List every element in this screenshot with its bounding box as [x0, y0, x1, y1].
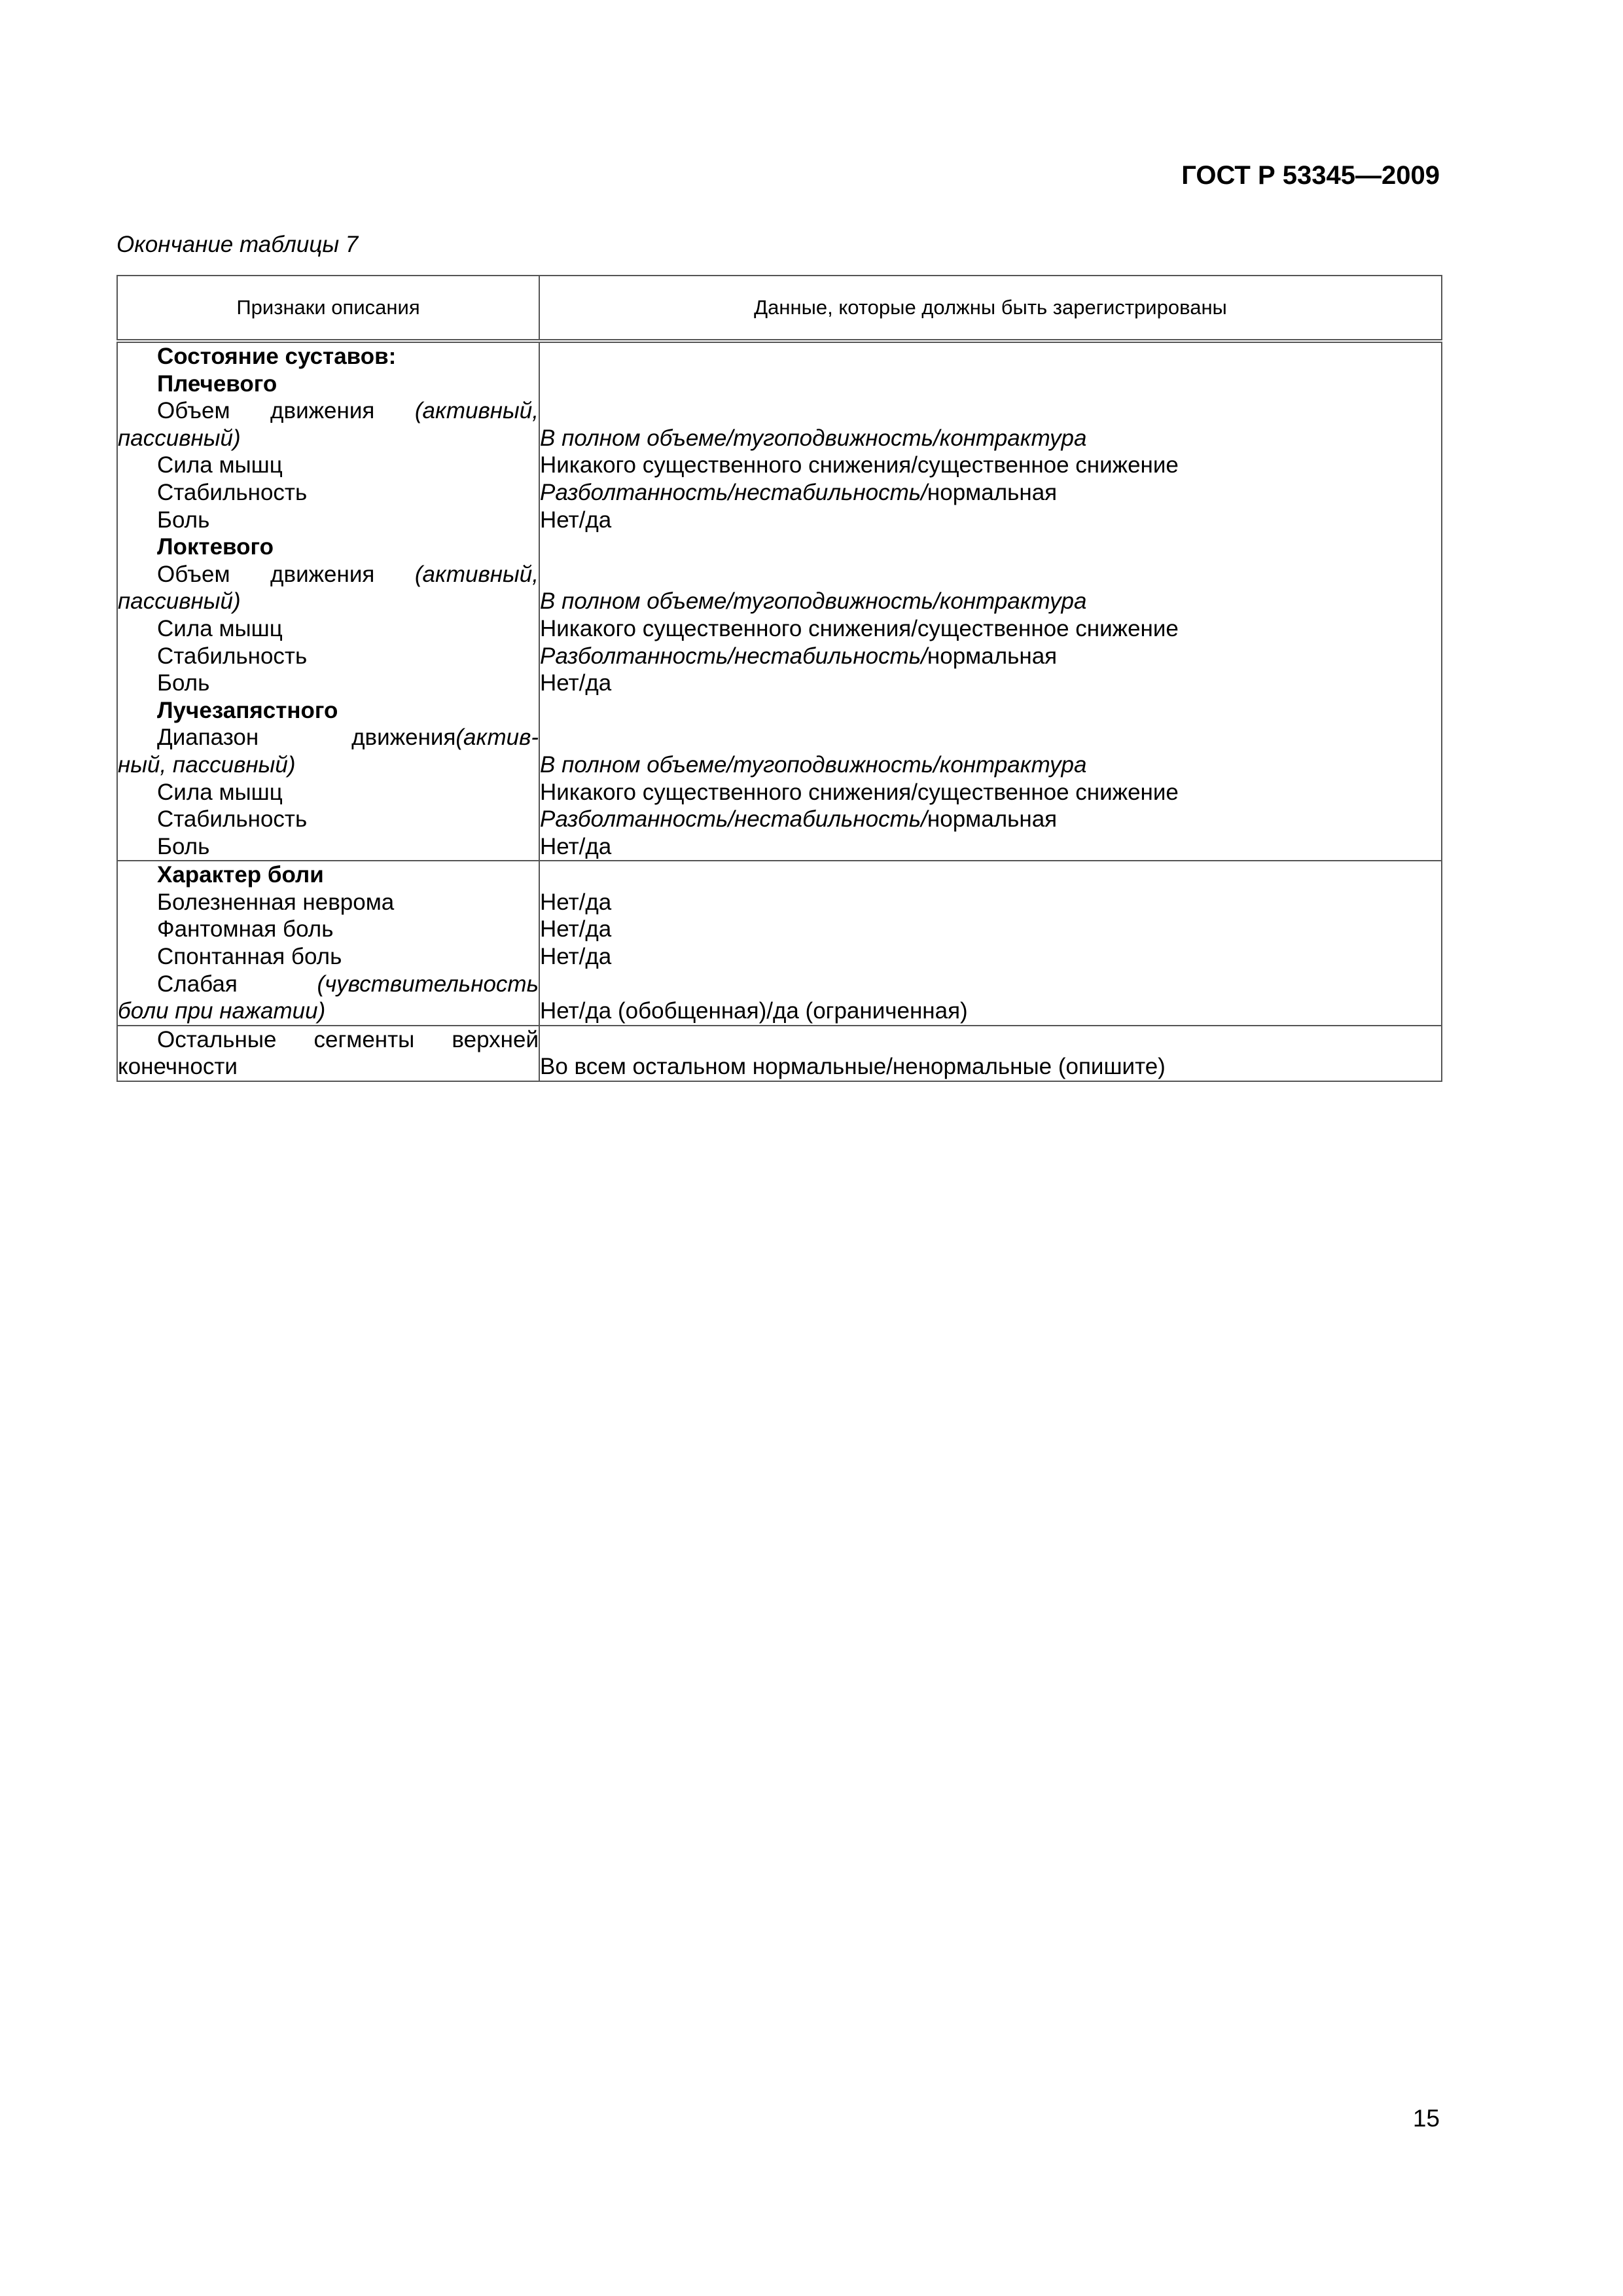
shoulder-pain-label: Боль: [157, 507, 210, 533]
weak-pain-label: [118, 971, 539, 998]
phantom-pain-value: Нет/да: [540, 916, 612, 942]
shoulder-range-word1: Объем: [157, 398, 230, 424]
joints-features-cell: [117, 341, 539, 861]
elbow-stability-value-normal: нормальная: [927, 643, 1058, 669]
data-table: [116, 275, 1442, 1082]
phantom-pain-label: Фантомная боль: [157, 916, 334, 942]
standard-header: ГОСТ Р 53345—2009: [1181, 161, 1440, 190]
wrist-stability-label: Стабильность: [157, 806, 308, 833]
wrist-pain-label: Боль: [157, 833, 210, 859]
column-header-features: Признаки описания: [117, 276, 539, 341]
shoulder-stability-label: Стабильность: [157, 479, 308, 505]
elbow-label: Локтевого: [157, 534, 274, 560]
wrist-range-word2: [351, 724, 539, 751]
page-number: 15: [1412, 2105, 1440, 2132]
weak-pain-cont: боли при нажатии): [118, 998, 326, 1024]
elbow-pain-value: Нет/да: [540, 670, 612, 696]
elbow-strength-value: Никакого существенного снижения/существенное снижение: [540, 615, 1179, 641]
wrist-range-value: В полном объеме/тугоподвижность/контрактура: [540, 751, 1087, 778]
shoulder-range-word3: (активный,: [414, 398, 539, 424]
other-segments-cont: конечности: [118, 1054, 238, 1080]
wrist-strength-value: Никакого существенного снижения/существенное снижение: [540, 779, 1179, 805]
weak-pain-value: Нет/да (обобщенная)/да (ограниченная): [540, 998, 968, 1024]
other-segments-label: [118, 1026, 539, 1054]
wrist-stability-value: [540, 806, 1441, 833]
shoulder-strength-label: Сила мышц: [157, 452, 283, 478]
elbow-pain-label: Боль: [157, 670, 210, 696]
shoulder-stability-value-italic: Разболтанность/нестабильность/: [540, 479, 927, 505]
elbow-range-word3: (активный,: [414, 561, 539, 587]
other-segments-word1: Остальные: [157, 1026, 277, 1052]
other-data-cell: [539, 1026, 1442, 1081]
shoulder-range-word2: движения: [270, 398, 375, 424]
wrist-range-cont: ный, пассивный): [118, 751, 296, 778]
table-row-joints: [117, 341, 1442, 861]
neuroma-value: Нет/да: [540, 889, 612, 915]
pain-features-cell: [117, 861, 539, 1026]
spontaneous-pain-value: Нет/да: [540, 944, 612, 970]
pain-data-cell: [539, 861, 1442, 1026]
wrist-range-word3: (актив-: [455, 725, 539, 751]
other-segments-word2: сегменты: [313, 1026, 415, 1052]
shoulder-stability-value-normal: нормальная: [927, 479, 1058, 505]
pain-title: Характер боли: [157, 862, 324, 888]
elbow-range-label: [118, 561, 539, 588]
column-header-data: Данные, которые должны быть зарегистрированы: [539, 276, 1442, 341]
elbow-range-cont: пассивный): [118, 588, 241, 615]
elbow-stability-value: [540, 643, 1441, 670]
wrist-range-label: [118, 724, 539, 751]
elbow-strength-label: Сила мышц: [157, 615, 283, 641]
wrist-label: Лучезапястного: [157, 697, 338, 723]
joints-data-cell: [539, 341, 1442, 861]
shoulder-label: Плечевого: [157, 370, 277, 397]
table-header-row: [117, 276, 1442, 341]
spontaneous-pain-label: Спонтанная боль: [157, 944, 342, 970]
shoulder-stability-value: [540, 479, 1441, 507]
table-row-other: [117, 1026, 1442, 1081]
table-row-pain: [117, 861, 1442, 1026]
table-caption: Окончание таблицы 7: [116, 232, 359, 257]
wrist-strength-label: Сила мышц: [157, 779, 283, 805]
shoulder-strength-value: Никакого существенного снижения/существенное снижение: [540, 452, 1179, 478]
shoulder-pain-value: Нет/да: [540, 507, 612, 533]
shoulder-range-label: [118, 397, 539, 425]
neuroma-label: Болезненная неврома: [157, 889, 395, 915]
wrist-range-word2-text: движения: [351, 725, 456, 751]
elbow-range-word1: Объем: [157, 561, 230, 587]
weak-pain-word1: Слабая: [157, 971, 238, 997]
other-features-cell: [117, 1026, 539, 1081]
elbow-stability-label: Стабильность: [157, 643, 308, 669]
wrist-range-word1: Диапазон: [157, 725, 259, 751]
wrist-stability-value-normal: нормальная: [927, 806, 1058, 833]
other-segments-value: Во всем остальном нормальные/ненормальные (опишите): [540, 1054, 1166, 1080]
shoulder-range-cont: пассивный): [118, 425, 241, 451]
wrist-pain-value: Нет/да: [540, 833, 612, 859]
elbow-range-word2: движения: [270, 561, 375, 587]
shoulder-range-value: В полном объеме/тугоподвижность/контрактура: [540, 425, 1087, 451]
joints-title: Состояние суставов:: [157, 344, 397, 369]
other-segments-word3: верхней: [452, 1026, 539, 1052]
wrist-stability-value-italic: Разболтанность/нестабильность/: [540, 806, 927, 833]
weak-pain-word2: (чувствительность: [317, 971, 539, 997]
elbow-stability-value-italic: Разболтанность/нестабильность/: [540, 643, 927, 669]
elbow-range-value: В полном объеме/тугоподвижность/контрактура: [540, 588, 1087, 615]
